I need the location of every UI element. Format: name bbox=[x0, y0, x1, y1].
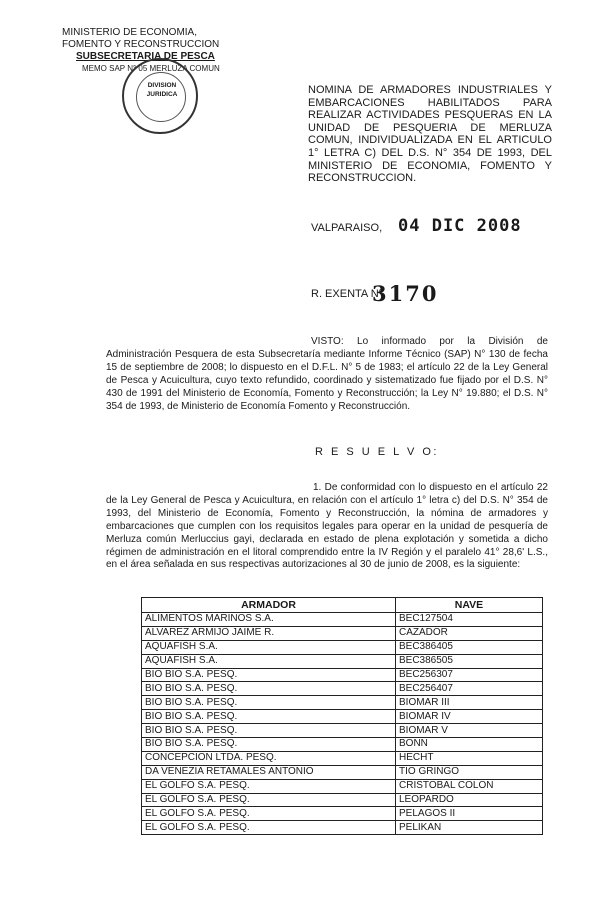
table-row bbox=[142, 765, 543, 779]
visto-paragraph: VISTO: Lo informado por la División de Administración Pesquera de esta Subsecretaría mediante Informe Técnico (SAP) N° 130 de fecha 15 de septiembre de 2008; lo dispuesto en el D.F.L. N° 5 de 1983; el artículo 22 de la Ley General de Pesca y Acuicultura, cuyo texto refundido, coordinado y sistematizado fue fijado por el D.S. N° 430 de 1991 del Ministerio de Economía, Fomento y Reconstrucción; la Ley N° 19.880; el D.S. N° 354 de 1993, de Ministerio de Economía Fomento y Reconstrucción. bbox=[106, 336, 548, 412]
table-row bbox=[142, 738, 543, 752]
ministry-subname: FOMENTO Y RECONSTRUCCION bbox=[62, 39, 220, 50]
nave-cell: BEC256307 bbox=[396, 668, 543, 682]
exenta-number-stamp: 3170 bbox=[372, 281, 439, 306]
armador-cell: EL GOLFO S.A. PESQ. bbox=[142, 793, 396, 807]
nave-cell: CAZADOR bbox=[396, 626, 543, 640]
nave-cell: PELAGOS II bbox=[396, 807, 543, 821]
nave-cell: BIOMAR III bbox=[396, 696, 543, 710]
armador-cell: EL GOLFO S.A. PESQ. bbox=[142, 807, 396, 821]
nave-cell: BIOMAR IV bbox=[396, 710, 543, 724]
nave-cell: TIO GRINGO bbox=[396, 765, 543, 779]
armador-cell: ALVAREZ ARMIJO JAIME R. bbox=[142, 626, 396, 640]
table-row bbox=[142, 696, 543, 710]
column-header-nave: NAVE bbox=[396, 598, 543, 613]
table-row bbox=[142, 710, 543, 724]
article-1-paragraph: 1. De conformidad con lo dispuesto en el artículo 22 de la Ley General de Pesca y Acuicultura, en relación con el artículo 1° letra c) del D.S. N° 354 de 1993, del Ministerio de Economía, Fomento y Reconstrucción, la nómina de armadores y embarcaciones que cumplen con los requisitos legales para operar en la unidad de pesquería de Merluza común Merluccius gayi, declarada en estado de plena explotación y sometida a dicho régimen de administración en el litoral comprendido entre la IV Región y el paralelo 41° 28,6' L.S., en el área señalada en sus respectivas autorizaciones al 30 de junio de 2008, es la siguiente: bbox=[106, 482, 548, 571]
juridica-seal bbox=[122, 58, 198, 134]
armadores-table bbox=[141, 597, 543, 835]
date-stamp: 04 DIC 2008 bbox=[398, 216, 522, 236]
exenta-label: R. EXENTA N° bbox=[311, 288, 384, 300]
table-row bbox=[142, 626, 543, 640]
armador-cell: ALIMENTOS MARINOS S.A. bbox=[142, 613, 396, 627]
column-header-armador: ARMADOR bbox=[142, 598, 396, 613]
armador-cell: BIO BIO S.A. PESQ. bbox=[142, 738, 396, 752]
table-row bbox=[142, 640, 543, 654]
armador-cell: BIO BIO S.A. PESQ. bbox=[142, 682, 396, 696]
armador-cell: BIO BIO S.A. PESQ. bbox=[142, 696, 396, 710]
nave-cell: BEC386505 bbox=[396, 654, 543, 668]
nave-cell: BONN bbox=[396, 738, 543, 752]
table-row bbox=[142, 821, 543, 835]
nave-cell: LEOPARDO bbox=[396, 793, 543, 807]
table-row bbox=[142, 807, 543, 821]
table-row bbox=[142, 724, 543, 738]
armador-cell: AQUAFISH S.A. bbox=[142, 654, 396, 668]
memo-reference: MEMO SAP N° 05 MERLUZA COMUN bbox=[82, 64, 220, 73]
resuelvo-heading: R E S U E L V O: bbox=[315, 446, 439, 458]
table-row bbox=[142, 682, 543, 696]
nave-cell: BEC386405 bbox=[396, 640, 543, 654]
table-row bbox=[142, 779, 543, 793]
armador-cell: BIO BIO S.A. PESQ. bbox=[142, 724, 396, 738]
armador-cell: BIO BIO S.A. PESQ. bbox=[142, 668, 396, 682]
nave-cell: BEC256407 bbox=[396, 682, 543, 696]
undersecretariat-name: SUBSECRETARIA DE PESCA bbox=[76, 51, 215, 62]
nave-cell: PELIKAN bbox=[396, 821, 543, 835]
place-label: VALPARAISO, bbox=[311, 222, 383, 234]
nave-cell: BIOMAR V bbox=[396, 724, 543, 738]
armador-cell: CONCEPCION LTDA. PESQ. bbox=[142, 751, 396, 765]
table-row bbox=[142, 751, 543, 765]
ministry-name: MINISTERIO DE ECONOMIA, bbox=[62, 27, 198, 38]
armador-cell: AQUAFISH S.A. bbox=[142, 640, 396, 654]
table-row bbox=[142, 793, 543, 807]
seal-text-division: DIVISION bbox=[147, 82, 177, 89]
armador-cell: EL GOLFO S.A. PESQ. bbox=[142, 779, 396, 793]
nave-cell: BEC127504 bbox=[396, 613, 543, 627]
table-header-row bbox=[142, 598, 543, 613]
nave-cell: CRISTOBAL COLON bbox=[396, 779, 543, 793]
armador-cell: BIO BIO S.A. PESQ. bbox=[142, 710, 396, 724]
armador-cell: DA VENEZIA RETAMALES ANTONIO bbox=[142, 765, 396, 779]
armador-cell: EL GOLFO S.A. PESQ. bbox=[142, 821, 396, 835]
nave-cell: HECHT bbox=[396, 751, 543, 765]
seal-text-juridica: JURIDICA bbox=[146, 91, 178, 98]
table-row bbox=[142, 654, 543, 668]
document-title: NOMINA DE ARMADORES INDUSTRIALES Y EMBARCACIONES HABILITADOS PARA REALIZAR ACTIVIDADES PESQUERAS EN LA UNIDAD DE PESQUERIA DE MERLUZA COMUN, INDIVIDUALIZADA EN EL ARTICULO 1° LETRA C) DEL D.S. N° 354 DE 1993, DEL MINISTERIO DE ECONOMIA, FOMENTO Y RECONSTRUCCION. bbox=[308, 84, 552, 185]
table-row bbox=[142, 613, 543, 627]
table-row bbox=[142, 668, 543, 682]
